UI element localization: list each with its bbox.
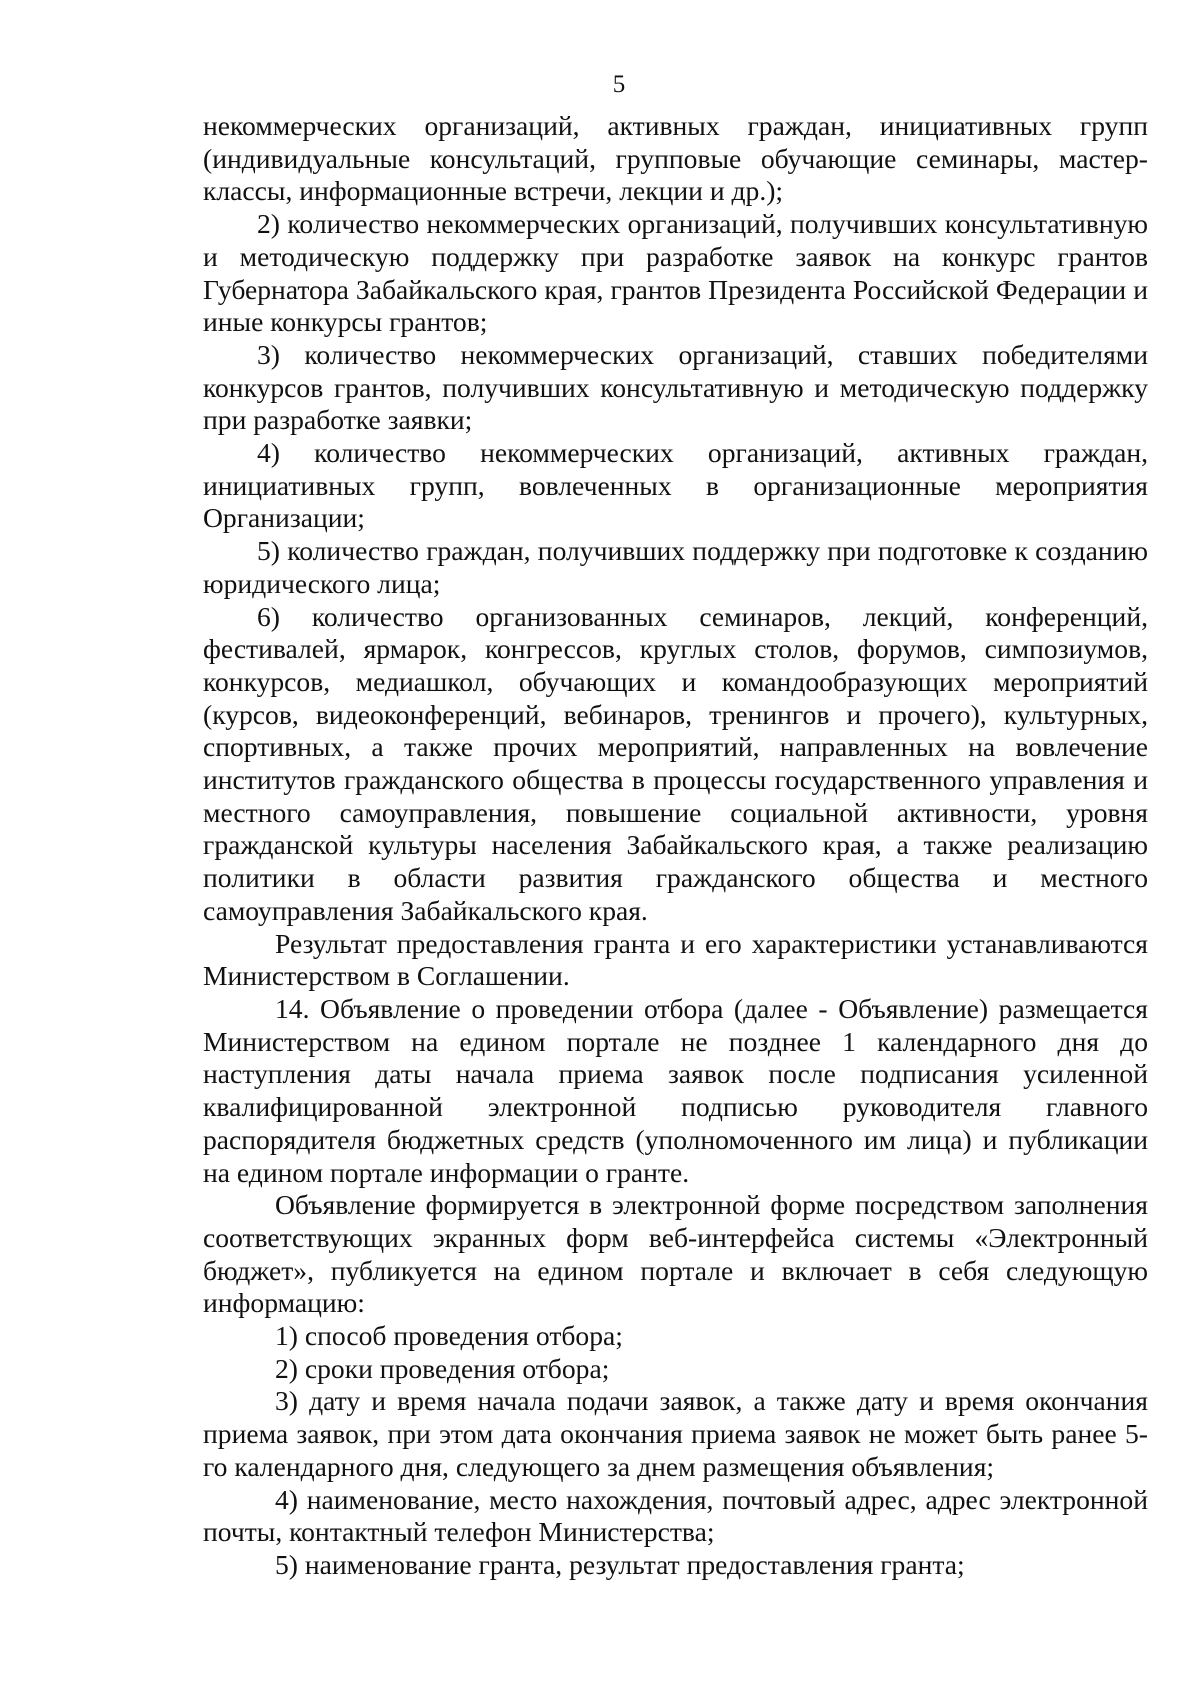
document-body xyxy=(203,110,1148,1582)
list-item-5: 5) количество граждан, получивших поддержку при подготовке к созданию юридического лица; xyxy=(203,535,1148,599)
page-number: 5 xyxy=(612,71,626,98)
list-item-4: 4) количество некоммерческих организаций, активных граждан, инициативных групп, вовлеченных в организационные мероприятия Организации; xyxy=(203,437,1148,534)
list-item-3: 3) количество некоммерческих организаций, ставших победителями конкурсов грантов, получивших консультативную и методическую поддержку при разработке заявки; xyxy=(203,338,1148,436)
paragraph-result: Результат предоставления гранта и его характеристики устанавливаются Министерством в Соглашении. xyxy=(203,927,1148,992)
announcement-item-4: 4) наименование, место нахождения, почтовый адрес, адрес электронной почты, контактный телефон Министерства; xyxy=(203,1483,1148,1548)
announcement-item-5: 5) наименование гранта, результат предоставления гранта; xyxy=(275,1548,965,1580)
announcement-item-3: 3) дату и время начала подачи заявок, а также дату и время окончания приема заявок, при этом дата окончания приема заявок не может быть ранее 5-го календарного дня, следующего за днем размещения объявления; xyxy=(203,1385,1148,1482)
paragraph-announcement: Объявление формируется в электронной форме посредством заполнения соответствующих экранных форм веб-интерфейса системы «Электронный бюджет», публикуется на едином портале и включает в себя следующую информацию: xyxy=(203,1189,1148,1319)
list-item-6: 6) количество организованных семинаров, лекций, конференций, фестивалей, ярмарок, конгрессов, круглых столов, форумов, симпозиумов, конкурсов, медиашкол, обучающих и командообразующих мероприятий (курсов, видеоконференций, вебинаров, тренингов и прочего), культурных, спортивных, а также прочих мероприятий, направленных на вовлечение институтов гражданского общества в процессы государственного управления и местного самоуправления, повышение социальной активности, уровня гражданской культуры населения Забайкальского края, а также реализацию политики в области развития гражданского общества и местного самоуправления Забайкальского края. xyxy=(203,600,1148,926)
paragraph-section-14: 14. Объявление о проведении отбора (далее - Объявление) размещается Министерством на едином портале не позднее 1 календарного дня до наступления даты начала приема заявок после подписания усиленной квалифицированной электронной подписью руководителя главного распорядителя бюджетных средств (уполномоченного им лица) и публикации на едином портале информации о гранте. xyxy=(203,992,1148,1188)
list-item-2: 2) количество некоммерческих организаций, получивших консультативную и методическую поддержку при разработке заявок на конкурс грантов Губернатора Забайкальского края, грантов Президента Российской Федерации и иные конкурсы грантов; xyxy=(203,208,1148,338)
announcement-item-1: 1) способ проведения отбора; xyxy=(275,1320,623,1352)
paragraph-continuation: некоммерческих организаций, активных граждан, инициативных групп (индивидуальные консультаций, групповые обучающие семинары, мастер-классы, информационные встречи, лекции и др.); xyxy=(203,110,1148,207)
announcement-item-2: 2) сроки проведения отбора; xyxy=(275,1352,610,1384)
